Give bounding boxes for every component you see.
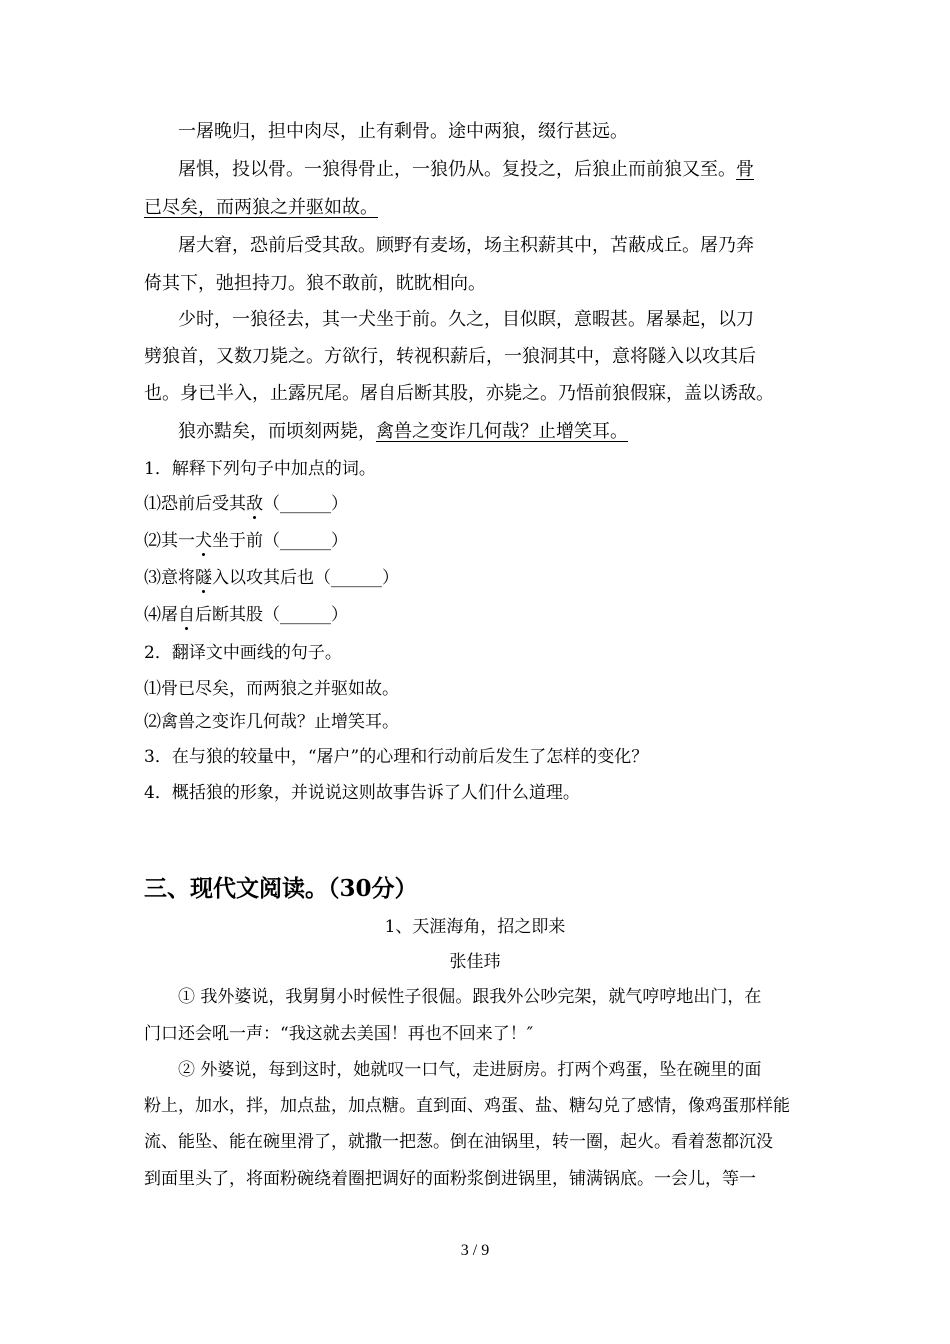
question-1: 1．解释下列句子中加点的词。 <box>144 459 376 479</box>
classical-paragraph-2-line-1 <box>178 158 754 182</box>
classical-paragraph-2-line-2 <box>144 196 378 220</box>
article-author: 张佳玮 <box>449 952 501 972</box>
question-1-item-2 <box>144 529 348 553</box>
underlined-sentence-part-1: 骨 <box>736 159 754 180</box>
answer-blank[interactable]: 后断其股（______） <box>195 605 348 625</box>
article-title: 1、天涯海角，招之即来 <box>384 917 566 937</box>
dotted-word: 敌 <box>246 494 263 514</box>
q1-1-prefix: ⑴恐前后受其 <box>144 494 246 514</box>
answer-blank[interactable]: 坐于前（______） <box>212 531 348 551</box>
modern-paragraph-1-line-2: 门口还会吼一声：“我这就去美国！再也不回来了！″ <box>144 1024 534 1044</box>
classical-paragraph-5 <box>178 420 628 444</box>
q1-2-prefix: ⑵其一 <box>144 531 195 551</box>
answer-blank[interactable]: 入以攻其后也（______） <box>212 568 399 588</box>
page-number: 3 / 9 <box>460 1242 490 1259</box>
dotted-word: 自 <box>178 605 195 625</box>
modern-paragraph-2-line-1: ② 外婆说，每到这时，她就叹一口气，走进厨房。打两个鸡蛋，坠在碗里的面 <box>178 1060 762 1080</box>
classical-p5-text: 狼亦黠矣，而顷刻两毙， <box>178 421 376 442</box>
section-heading: 三、现代文阅读。（30分） <box>144 875 418 902</box>
question-3: 3．在与狼的较量中，“屠户”的心理和行动前后发生了怎样的变化？ <box>144 747 649 767</box>
question-1-item-4 <box>144 603 348 627</box>
modern-paragraph-2-line-4: 到面里头了，将面粉碗绕着圈把调好的面粉浆倒进锅里，铺满锅底。一会儿，等一 <box>144 1169 756 1189</box>
question-4: 4．概括狼的形象，并说说这则故事告诉了人们什么道理。 <box>144 783 580 803</box>
classical-paragraph-4-line-1: 少时，一狼径去，其一犬坐于前。久之，目似瞑，意暇甚。屠暴起，以刀 <box>178 309 754 330</box>
classical-paragraph-4-line-3: 也。身已半入，止露尻尾。屠自后断其股，亦毙之。乃悟前狼假寐，盖以诱敌。 <box>144 383 774 404</box>
classical-paragraph-3-line-1: 屠大窘，恐前后受其敌。顾野有麦场，场主积薪其中，苫蔽成丘。屠乃奔 <box>178 235 754 256</box>
question-2-item-2: ⑵禽兽之变诈几何哉？止增笑耳。 <box>144 712 399 732</box>
classical-paragraph-4-line-2: 劈狼首，又数刀毙之。方欲行，转视积薪后，一狼洞其中，意将隧入以攻其后 <box>144 346 756 367</box>
question-1-item-3 <box>144 566 399 590</box>
question-2: 2．翻译文中画线的句子。 <box>144 643 342 663</box>
modern-paragraph-1-line-1: ① 我外婆说，我舅舅小时候性子很倔。跟我外公吵完架，就气哼哼地出门，在 <box>178 987 762 1007</box>
dotted-word: 隧 <box>195 568 212 588</box>
question-1-item-1 <box>144 492 348 516</box>
modern-paragraph-2-line-2: 粉上，加水，拌，加点盐，加点糖。直到面、鸡蛋、盐、糖勾兑了感情，像鸡蛋那样能 <box>144 1096 790 1116</box>
underlined-sentence-part-2: 已尽矣，而两狼之并驱如故。 <box>144 197 378 218</box>
question-2-item-1: ⑴骨已尽矣，而两狼之并驱如故。 <box>144 679 399 699</box>
classical-paragraph-1: 一屠晚归，担中肉尽，止有剩骨。途中两狼，缀行甚远。 <box>178 121 628 142</box>
modern-paragraph-2-line-3: 流、能坠、能在碗里滑了，就撒一把葱。倒在油锅里，转一圈，起火。看着葱都沉没 <box>144 1132 773 1152</box>
underlined-sentence-2: 禽兽之变诈几何哉？止增笑耳。 <box>376 421 628 442</box>
classical-p2-text: 屠惧，投以骨。一狼得骨止，一狼仍从。复投之，后狼止而前狼又至。 <box>178 159 736 180</box>
q1-4-prefix: ⑷屠 <box>144 605 178 625</box>
classical-paragraph-3-line-2: 倚其下，弛担持刀。狼不敢前，眈眈相向。 <box>144 273 486 294</box>
dotted-word: 犬 <box>195 531 212 551</box>
q1-3-prefix: ⑶意将 <box>144 568 195 588</box>
answer-blank[interactable]: （______） <box>263 494 348 514</box>
